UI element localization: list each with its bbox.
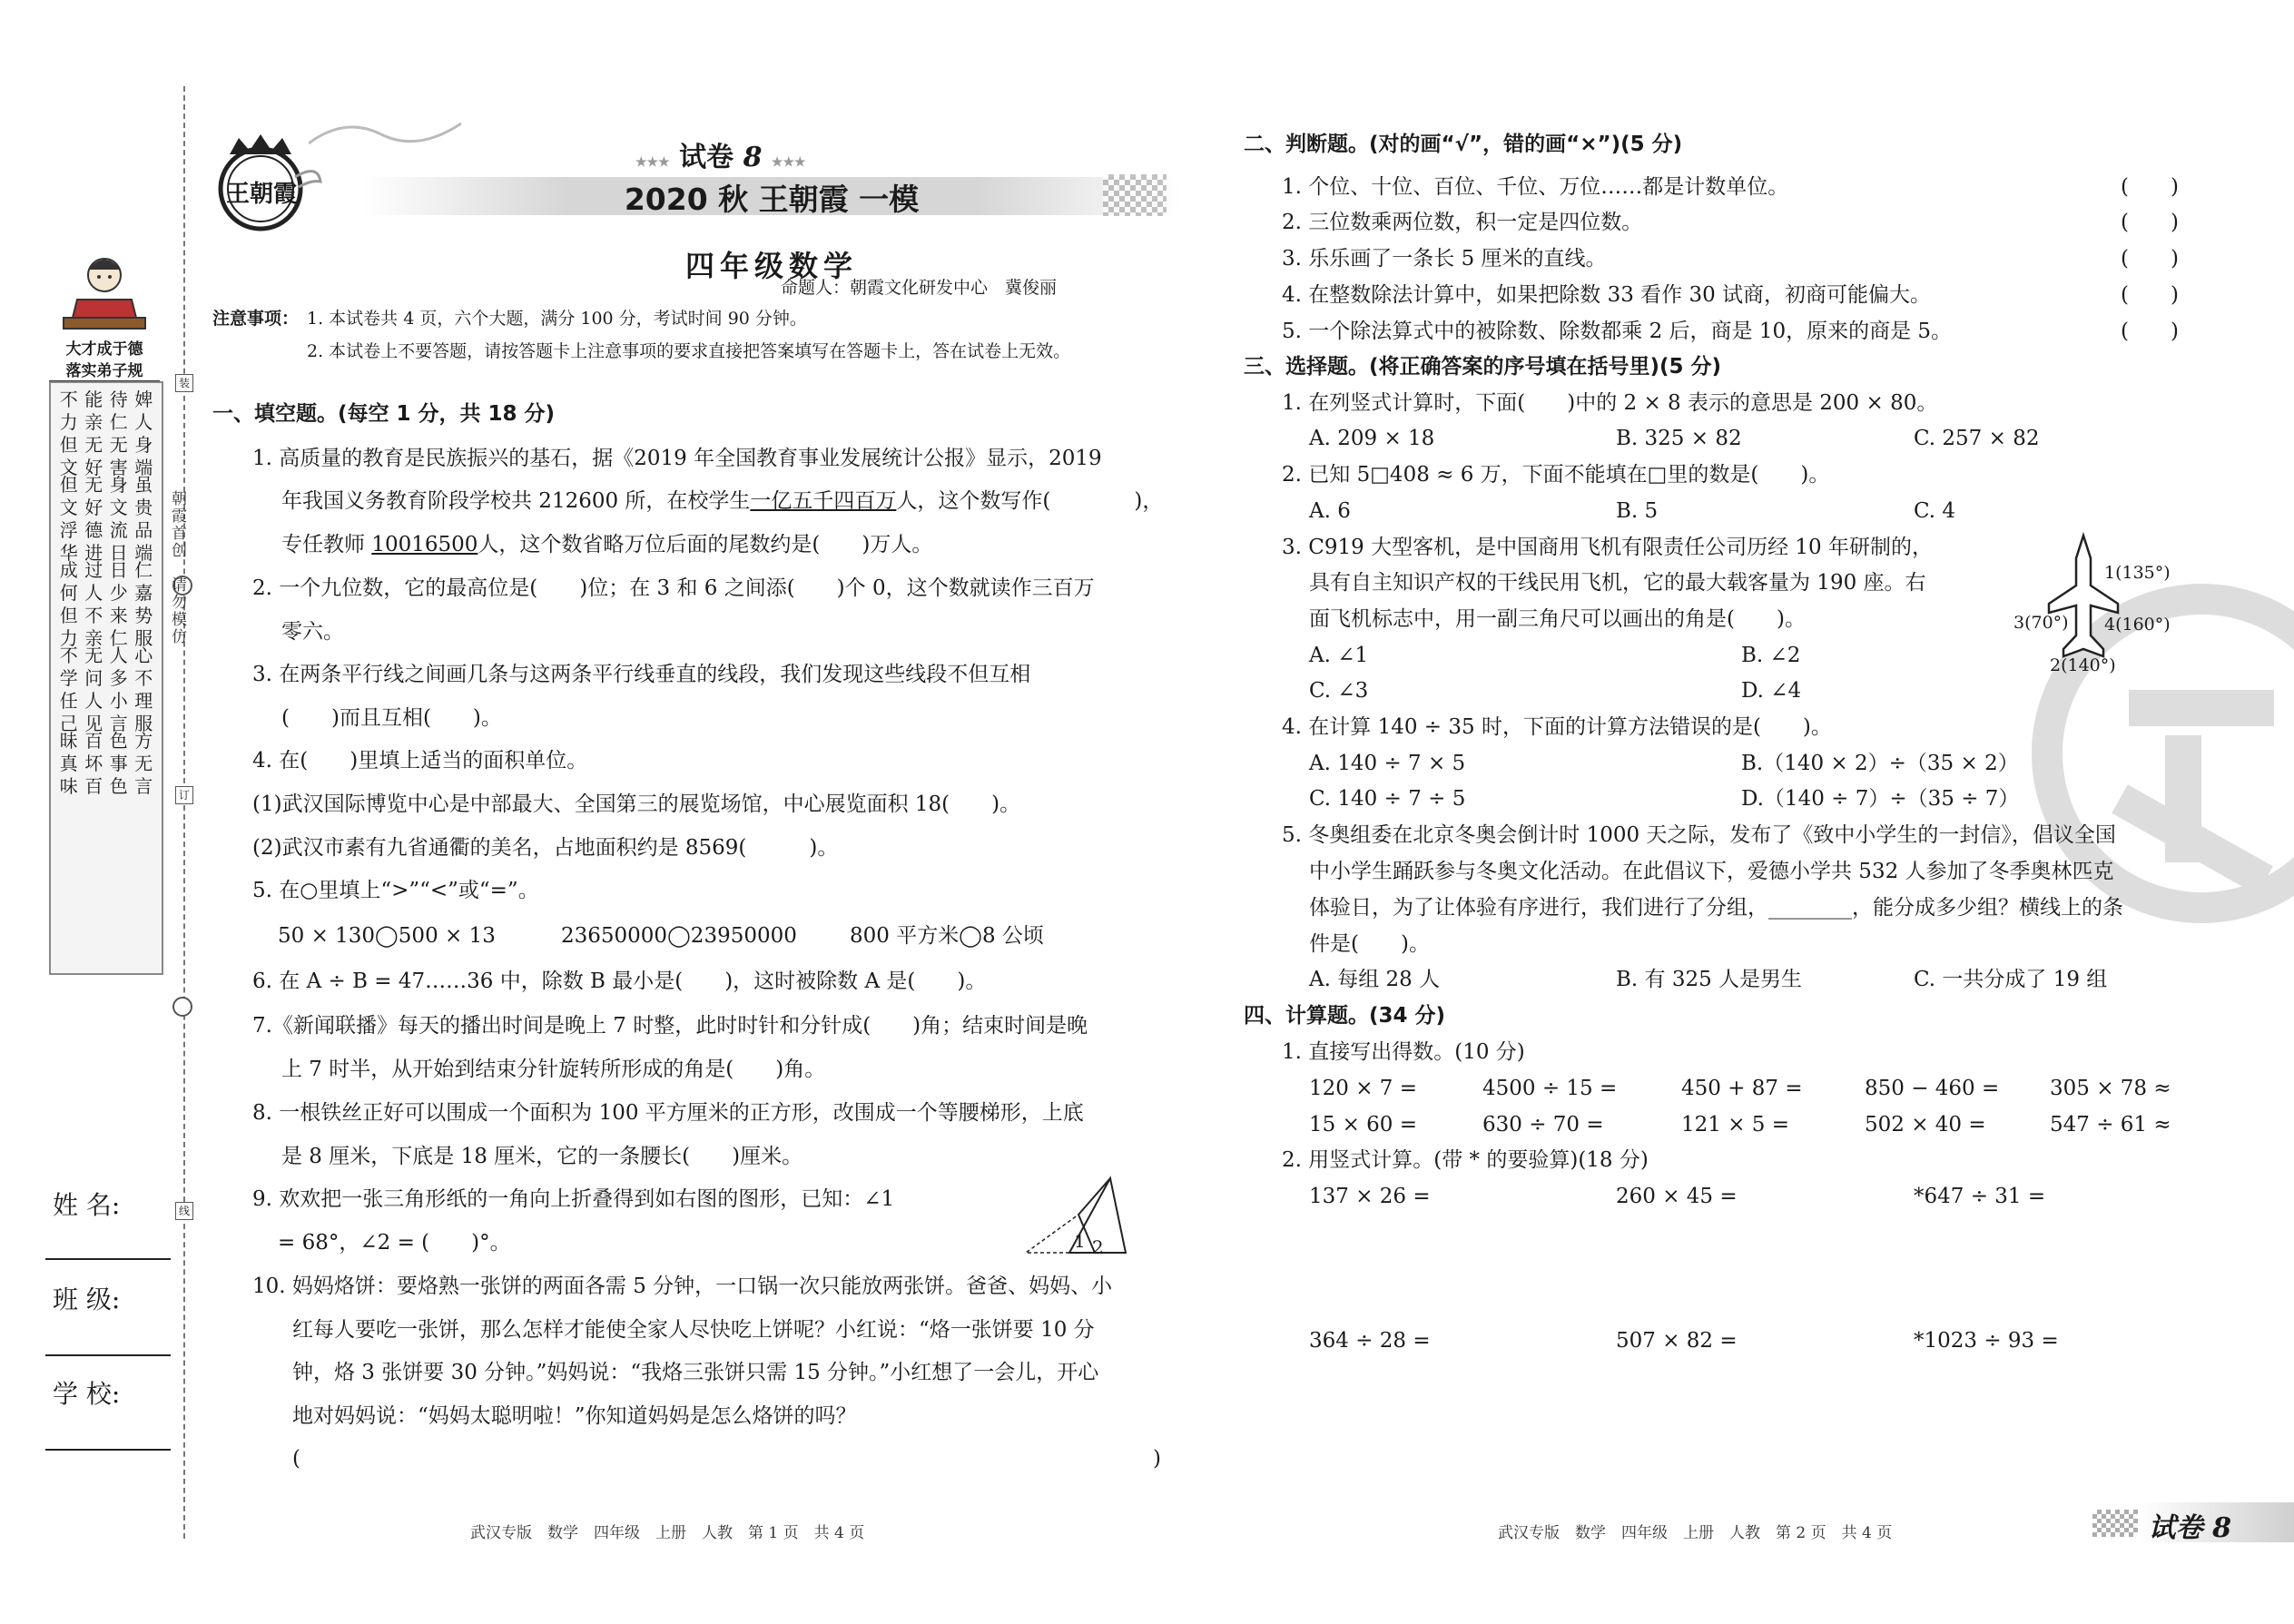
judge-blank-1[interactable]: ( ) — [2121, 175, 2179, 199]
motto-cell: 待 仁 无 害 — [109, 389, 128, 478]
q5-compare-b[interactable]: 23650000◯23950000 — [561, 924, 797, 948]
choice-q5-b[interactable]: B. 有 325 人是男生 — [1616, 968, 1803, 991]
judge-blank-5[interactable]: ( ) — [2121, 320, 2179, 343]
footer-left: 武汉专版 数学 四年级 上册 人教 第 1 页 共 4 页 — [470, 1524, 865, 1542]
paper-series — [635, 134, 806, 174]
q1-underlined-number: 一亿五千四百万 — [750, 489, 897, 513]
choice-q1-c[interactable]: C. 257 × 82 — [1914, 427, 2040, 450]
judge-item-2: 2. 三位数乘两位数，积一定是四位数。 — [1282, 211, 1643, 234]
q4-line1: 4. 在( )里填上适当的面积单位。 — [252, 749, 588, 773]
series-label: 试卷 — [679, 142, 734, 173]
motto-cell: 婢 人 身 端 — [134, 389, 153, 478]
q5-compare-a[interactable]: 50 × 130◯500 × 13 — [278, 924, 496, 948]
q3-line2[interactable]: ( )而且互相( )。 — [281, 706, 502, 730]
school-line — [45, 1449, 171, 1451]
author-line: 命题人：朝霞文化研发中心 冀俊丽 — [781, 278, 1058, 298]
choice-q3-line1: 3. C919 大型客机，是中国商用飞机有限责任公司历经 10 年研制的， — [1282, 536, 1933, 559]
plane-angle-3: 3(70°) — [2013, 613, 2069, 633]
motto-cell: 虽 贵 品 端 — [134, 474, 153, 564]
choice-q1[interactable]: 1. 在列竖式计算时，下面( )中的 2 × 8 表示的意思是 200 × 80。 — [1282, 391, 1938, 415]
vertical-calc-item[interactable]: *647 ÷ 31 = — [1914, 1185, 2046, 1208]
choice-q3-d[interactable]: D. ∠4 — [1741, 679, 1802, 703]
q6-line[interactable]: 6. 在 A ÷ B = 47……36 中，除数 B 最小是( )，这时被除数 A 是( )。 — [252, 969, 987, 993]
judge-item-5: 5. 一个除法算式中的被除数、除数都乘 2 后，商是 10，原来的商是 5。 — [1282, 320, 1953, 343]
choice-q1-a[interactable]: A. 209 × 18 — [1309, 427, 1435, 450]
notes-label: 注意事项： — [212, 309, 300, 329]
q10-close-paren[interactable]: ) — [1153, 1447, 1161, 1471]
choice-q1-b[interactable]: B. 325 × 82 — [1616, 427, 1742, 450]
paper-number: 8 — [743, 142, 763, 173]
choice-q3-line2: 具有自主知识产权的干线民用飞机，它的最大载客量为 190 座。右 — [1309, 571, 1926, 595]
seal-mark: 订 — [175, 786, 193, 804]
part2-title: 二、判断题。(对的画“√”，错的画“×”)(5 分) — [1244, 133, 1683, 156]
motto-cell: 无 好 德 进 — [84, 474, 103, 564]
motto-cell: 能 亲 无 好 — [84, 389, 103, 478]
judge-blank-4[interactable]: ( ) — [2121, 283, 2179, 307]
q2-line1[interactable]: 2. 一个九位数，它的最高位是( )位；在 3 和 6 之间添( )个 0，这个数就读作三百万 — [252, 576, 1095, 600]
class-line — [45, 1354, 171, 1356]
q5-line1: 5. 在○里填上“>”“<”或“=”。 — [252, 879, 539, 902]
vertical-calc-item[interactable]: 260 × 45 = — [1616, 1185, 1738, 1208]
motto-cell: 百 坏 百 — [84, 730, 103, 797]
q8-line2[interactable]: 是 8 厘米，下底是 18 厘米，它的一条腰长( )厘米。 — [281, 1145, 803, 1168]
q1-line2 — [281, 487, 1163, 515]
choice-q4-b[interactable]: B.（140 × 2）÷（35 × 2） — [1741, 752, 2019, 775]
choice-q5-a[interactable]: A. 每组 28 人 — [1309, 968, 1441, 991]
q1-text: 专任教师 — [281, 533, 365, 556]
q10-line3: 钟，烙 3 张饼要 30 分钟。”妈妈说：“我烙三张饼只需 15 分钟。”小红想了一会儿，开心 — [292, 1361, 1099, 1384]
calc-item[interactable]: 850 − 460 = — [1865, 1077, 2000, 1100]
choice-q2-b[interactable]: B. 5 — [1616, 499, 1659, 523]
plane-angle-2: 2(140°) — [2050, 655, 2116, 675]
q4-line3[interactable]: (2)武汉市素有九省通衢的美名，占地面积约是 8569( )。 — [252, 836, 839, 860]
motto-cell: 过 人 不 亲 — [84, 559, 103, 649]
calc-sub1-title: 1. 直接写出得数。(10 分) — [1282, 1040, 1525, 1064]
q1-answer-blank[interactable]: 人，这个数写作( )， — [896, 489, 1164, 513]
calc-item[interactable]: 15 × 60 = — [1309, 1113, 1418, 1137]
paper-badge-label: 试卷 8 — [2148, 1512, 2231, 1544]
choice-q5-line2: 中小学生踊跃参与冬奥文化活动。在此倡议下，爱德小学共 532 人参加了冬季奥林匹克 — [1309, 860, 2114, 883]
motto-cell: 仁 嘉 势 服 — [134, 559, 153, 649]
calc-item[interactable]: 305 × 78 ≈ — [2050, 1077, 2171, 1100]
calc-sub2-title: 2. 用竖式计算。(带 * 的要验算)(18 分) — [1282, 1148, 1649, 1172]
q1-underlined-number: 10016500 — [371, 533, 478, 556]
motto-grid — [56, 389, 156, 969]
seal-mark: 线 — [175, 1202, 193, 1220]
motto-cell: 人 多 小 言 — [109, 645, 128, 734]
q1-text: 年我国义务教育阶段学校共 212600 所，在校学生 — [281, 489, 751, 513]
choice-q4[interactable]: 4. 在计算 140 ÷ 35 时，下面的计算方法错误的是( )。 — [1282, 715, 1832, 739]
motto-cell: 身 文 流 日 — [109, 474, 128, 564]
q1-line1: 1. 高质量的教育是民族振兴的基石，据《2019 年全国教育事业发展统计公报》显示，2019 — [252, 447, 1102, 470]
star-icon: ★★★ — [771, 155, 806, 170]
q1-answer-blank[interactable]: 人，这个数省略万位后面的尾数约是( )万人。 — [478, 533, 933, 556]
subject-title: 四年级数学 — [684, 249, 858, 283]
cut-line — [183, 86, 185, 1539]
seal-mark: 装 — [175, 374, 193, 392]
calc-item[interactable]: 450 + 87 = — [1681, 1077, 1803, 1100]
part4-title: 四、计算题。(34 分) — [1244, 1004, 1446, 1028]
choice-q5-c[interactable]: C. 一共分成了 19 组 — [1914, 968, 2108, 991]
choice-q2-c[interactable]: C. 4 — [1914, 499, 1956, 523]
motto-cell: 日 少 来 仁 — [109, 559, 128, 649]
motto-cell: 色 事 色 — [109, 730, 128, 797]
vertical-note: 朝霞首创 请勿模仿 — [168, 490, 186, 645]
q4-line2[interactable]: (1)武汉国际博览中心是中部最大、全国第三的展览场馆，中心展览面积 18( )。 — [252, 792, 1021, 816]
choice-q4-c[interactable]: C. 140 ÷ 7 ÷ 5 — [1309, 787, 1466, 811]
exam-title: 2020 秋 王朝霞 一模 — [624, 182, 920, 217]
choice-q4-a[interactable]: A. 140 ÷ 7 × 5 — [1309, 752, 1466, 775]
q8-line1: 8. 一根铁丝正好可以围成一个面积为 100 平方厘米的正方形，改围成一个等腰梯形，上底 — [252, 1101, 1084, 1125]
school-label: 学 校: — [53, 1379, 121, 1409]
choice-q3-c[interactable]: C. ∠3 — [1309, 679, 1369, 703]
class-label: 班 级: — [53, 1284, 121, 1314]
note-2: 2. 本试卷上不要答题，请按答题卡上注意事项的要求直接把答案填写在答题卡上，答在试卷上无效。 — [307, 341, 1071, 361]
plane-angle-4: 4(160°) — [2104, 615, 2171, 635]
calc-item[interactable]: 121 × 5 = — [1681, 1113, 1790, 1137]
figure-angle-1: 1 — [1074, 1230, 1086, 1252]
choice-q3-line3[interactable]: 面飞机标志中，用一副三角尺可以画出的角是( )。 — [1309, 607, 1806, 631]
footer-right: 武汉专版 数学 四年级 上册 人教 第 2 页 共 4 页 — [1498, 1524, 1893, 1542]
plane-logo-figure — [2047, 531, 2120, 667]
plane-angle-1: 1(135°) — [2104, 563, 2171, 583]
motto-cell: 心 不 理 服 — [134, 645, 153, 734]
scholar-figure — [50, 250, 159, 336]
q1-line3 — [281, 531, 932, 558]
q9-line1: 9. 欢欢把一张三角形纸的一角向上折叠得到如右图的图形，已知：∠1 — [252, 1187, 895, 1211]
choice-q5-line3: 体验日，为了让体验有序进行，我们进行了分组，________，能分成多少组？横线上的条 — [1309, 896, 2123, 920]
q7-line1[interactable]: 7.《新闻联播》每天的播出时间是晚上 7 时整，此时时针和分针成( )角；结束时间是晚 — [252, 1014, 1088, 1038]
choice-q2[interactable]: 2. 已知 5□408 ≈ 6 万，下面不能填在□里的数是( )。 — [1282, 463, 1830, 487]
ring-icon — [172, 997, 192, 1017]
q9-line2[interactable]: = 68°，∠2 = ( )°。 — [278, 1231, 511, 1255]
motto-cell: 昧 真 味 — [59, 730, 78, 797]
star-icon: ★★★ — [635, 155, 670, 170]
choice-q5-line1: 5. 冬奥组委在北京冬奥会倒计时 1000 天之际，发布了《致中小学生的一封信》，倡议全国 — [1282, 823, 2116, 847]
note-1: 1. 本试卷共 4 页，六个大题，满分 100 分，考试时间 90 分钟。 — [307, 309, 807, 329]
q10-line2: 红每人要吃一张饼，那么怎样才能使全家人尽快吃上饼呢？小红说：“烙一张饼要 10 分 — [292, 1318, 1095, 1342]
part1-title: 一、填空题。(每空 1 分，共 18 分) — [212, 402, 556, 426]
q5-compare-c[interactable]: 800 平方米◯8 公顷 — [850, 924, 1044, 948]
judge-blank-2[interactable]: ( ) — [2121, 211, 2179, 234]
motto-cell: 成 何 但 力 — [59, 559, 78, 649]
vertical-calc-item[interactable]: *1023 ÷ 93 = — [1914, 1329, 2059, 1353]
q2-line2: 零六。 — [281, 620, 344, 644]
motto-cell: 但 文 浮 华 — [59, 474, 78, 564]
judge-item-3: 3. 乐乐画了一条长 5 厘米的直线。 — [1282, 247, 1607, 271]
choice-q3-a[interactable]: A. ∠1 — [1309, 644, 1369, 667]
q10-open-paren[interactable]: ( — [292, 1447, 300, 1471]
choice-q3-b[interactable]: B. ∠2 — [1741, 644, 1801, 667]
q10-line4: 地对妈妈说：“妈妈太聪明啦！”你知道妈妈是怎么烙饼的吗？ — [292, 1404, 857, 1428]
vertical-calc-item[interactable]: 137 × 26 = — [1309, 1185, 1431, 1208]
ribbon-decoration — [309, 116, 463, 153]
motto-cell: 不 力 但 文 — [59, 389, 78, 478]
judge-item-4: 4. 在整数除法计算中，如果把除数 33 看作 30 试商，初商可能偏大。 — [1282, 283, 1932, 307]
motto-cell: 无 问 人 见 — [84, 645, 103, 734]
choice-q5-line4[interactable]: 件是( )。 — [1309, 932, 1430, 956]
q10-line1: 10. 妈妈烙饼：要烙熟一张饼的两面各需 5 分钟，一口锅一次只能放两张饼。爸爸、妈妈、小 — [252, 1275, 1113, 1298]
part3-title: 三、选择题。(将正确答案的序号填在括号里)(5 分) — [1244, 355, 1722, 379]
calc-item[interactable]: 630 ÷ 70 = — [1482, 1113, 1604, 1137]
vertical-calc-item[interactable]: 507 × 82 = — [1616, 1329, 1738, 1353]
name-line — [45, 1258, 171, 1260]
motto-cell: 不 学 任 己 — [59, 645, 78, 734]
logo-text: 王朝霞 — [225, 181, 297, 208]
q7-line2[interactable]: 上 7 时半，从开始到结束分针旋转所形成的角是( )角。 — [281, 1058, 826, 1081]
figure-angle-2: 2 — [1092, 1236, 1104, 1258]
vertical-calc-item[interactable]: 364 ÷ 28 = — [1309, 1329, 1431, 1353]
motto-cell: 方 无 言 — [134, 730, 153, 797]
calc-item[interactable]: 547 ÷ 61 ≈ — [2050, 1113, 2171, 1137]
judge-item-1: 1. 个位、十位、百位、千位、万位……都是计数单位。 — [1282, 175, 1789, 199]
choice-q4-d[interactable]: D.（140 ÷ 7）÷（35 ÷ 7） — [1741, 787, 2020, 811]
judge-blank-3[interactable]: ( ) — [2121, 247, 2179, 271]
calc-item[interactable]: 4500 ÷ 15 = — [1482, 1077, 1618, 1100]
choice-q2-a[interactable]: A. 6 — [1309, 499, 1351, 523]
name-label: 姓 名: — [53, 1190, 121, 1220]
q3-line1: 3. 在两条平行线之间画几条与这两条平行线垂直的线段，我们发现这些线段不但互相 — [252, 663, 1031, 686]
sidebar-banner-2: 落实弟子规 — [49, 358, 160, 382]
sidebar-banner-1: 大才成于德 — [65, 340, 143, 359]
calc-item[interactable]: 502 × 40 = — [1865, 1113, 1986, 1137]
calc-item[interactable]: 120 × 7 = — [1309, 1077, 1418, 1100]
